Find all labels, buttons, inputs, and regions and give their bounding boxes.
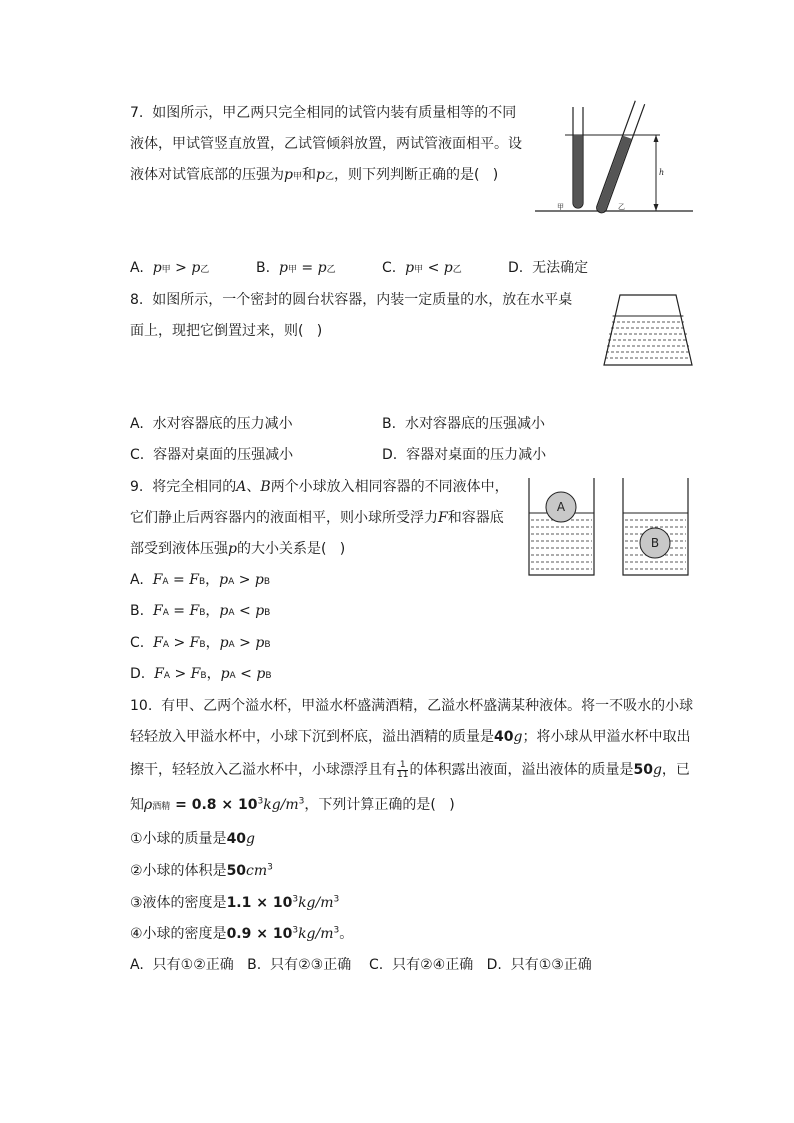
q8-option-c[interactable]: C. 容器对桌面的压强减小 xyxy=(130,447,294,463)
q10-statement-2: ②小球的体积是$50cm^3$ xyxy=(130,862,273,879)
q9-beakers-figure xyxy=(526,478,696,578)
q9-option-d[interactable]: D. FA > FB，pA < pB xyxy=(130,666,272,682)
q7-line-1: 7. 如图所示，甲乙两只完全相同的试管内装有质量相等的不同 xyxy=(130,105,517,121)
q10-fraction: $\frac{1}{11}$ xyxy=(397,759,409,780)
q7-fig-jia-label: 甲 xyxy=(557,203,564,211)
q10-line-4: 知ρ酒精 = $0.8 \times 10^3kg/m^3$，下列计算正确的是( ) xyxy=(130,796,455,813)
q8-line-1: 8. 如图所示，一个密封的圆台状容器，内装一定质量的水，放在水平桌 xyxy=(130,292,573,308)
q8-option-a[interactable]: A. 水对容器底的压力减小 xyxy=(130,416,293,432)
q10-line-2: 轻轻放入甲溢水杯中，小球下沉到杯底，溢出酒精的质量是40g；将小球从甲溢水杯中取出 xyxy=(130,729,691,745)
q7-option-d[interactable]: D. 无法确定 xyxy=(508,260,589,276)
q10-statement-1: ①小球的质量是40g xyxy=(130,831,256,847)
q9-option-a[interactable]: A. FA = FB，pA > pB xyxy=(130,572,271,588)
q10-line-3: 擦干，轻轻放入乙溢水杯中，小球漂浮且有 $\frac{1}{11}$ 的体积露出液面，溢出液体的质量是50g，已 xyxy=(130,759,690,780)
q7-option-c[interactable]: C. p甲 < p乙 xyxy=(382,260,462,276)
q10-answer-options[interactable]: A. 只有①②正确 B. 只有②③正确 C. 只有②④正确 D. 只有①③正确 xyxy=(130,957,592,973)
q7-option-a[interactable]: A. p甲 > p乙 xyxy=(130,260,210,276)
q8-option-d[interactable]: D. 容器对桌面的压力减小 xyxy=(382,447,547,463)
q8-line-2: 面上，现把它倒置过来，则( ) xyxy=(130,323,323,339)
q10-statement-3: ③液体的密度是$1.1 \times 10^3kg/m^3$ xyxy=(130,894,340,911)
q7-fig-yi-label: 乙 xyxy=(618,203,625,211)
q9-line-1: 9. 将完全相同的A、B两个小球放入相同容器的不同液体中， xyxy=(130,479,509,495)
q9-line-3: 部受到液体压强p的大小关系是( ) xyxy=(130,541,346,557)
q10-line-1: 10. 有甲、乙两个溢水杯，甲溢水杯盛满酒精，乙溢水杯盛满某种液体。将一不吸水的小球 xyxy=(130,698,694,714)
q9-ball-b-label: B xyxy=(650,536,660,550)
q7-fig-h-label: h xyxy=(659,168,665,177)
q9-option-b[interactable]: B. FA = FB，pA < pB xyxy=(130,603,271,619)
q8-frustum-container-figure xyxy=(600,293,696,369)
q7-line-3: 液体对试管底部的压强为p甲和p乙，则下列判断正确的是( ) xyxy=(130,167,499,183)
q9-option-c[interactable]: C. FA > FB，pA > pB xyxy=(130,635,271,651)
q9-ball-a-label: A xyxy=(556,500,566,514)
q8-option-b[interactable]: B. 水对容器底的压强减小 xyxy=(382,416,545,432)
q7-line-2: 液体，甲试管竖直放置，乙试管倾斜放置，两试管液面相平。设 xyxy=(130,136,522,152)
q7-test-tubes-figure xyxy=(535,105,695,215)
q9-line-2: 它们静止后两容器内的液面相平，则小球所受浮力F和容器底 xyxy=(130,510,504,526)
q10-statement-4: ④小球的密度是$0.9 \times 10^3kg/m^3$。 xyxy=(130,925,354,942)
q7-option-b[interactable]: B. p甲 = p乙 xyxy=(256,260,336,276)
